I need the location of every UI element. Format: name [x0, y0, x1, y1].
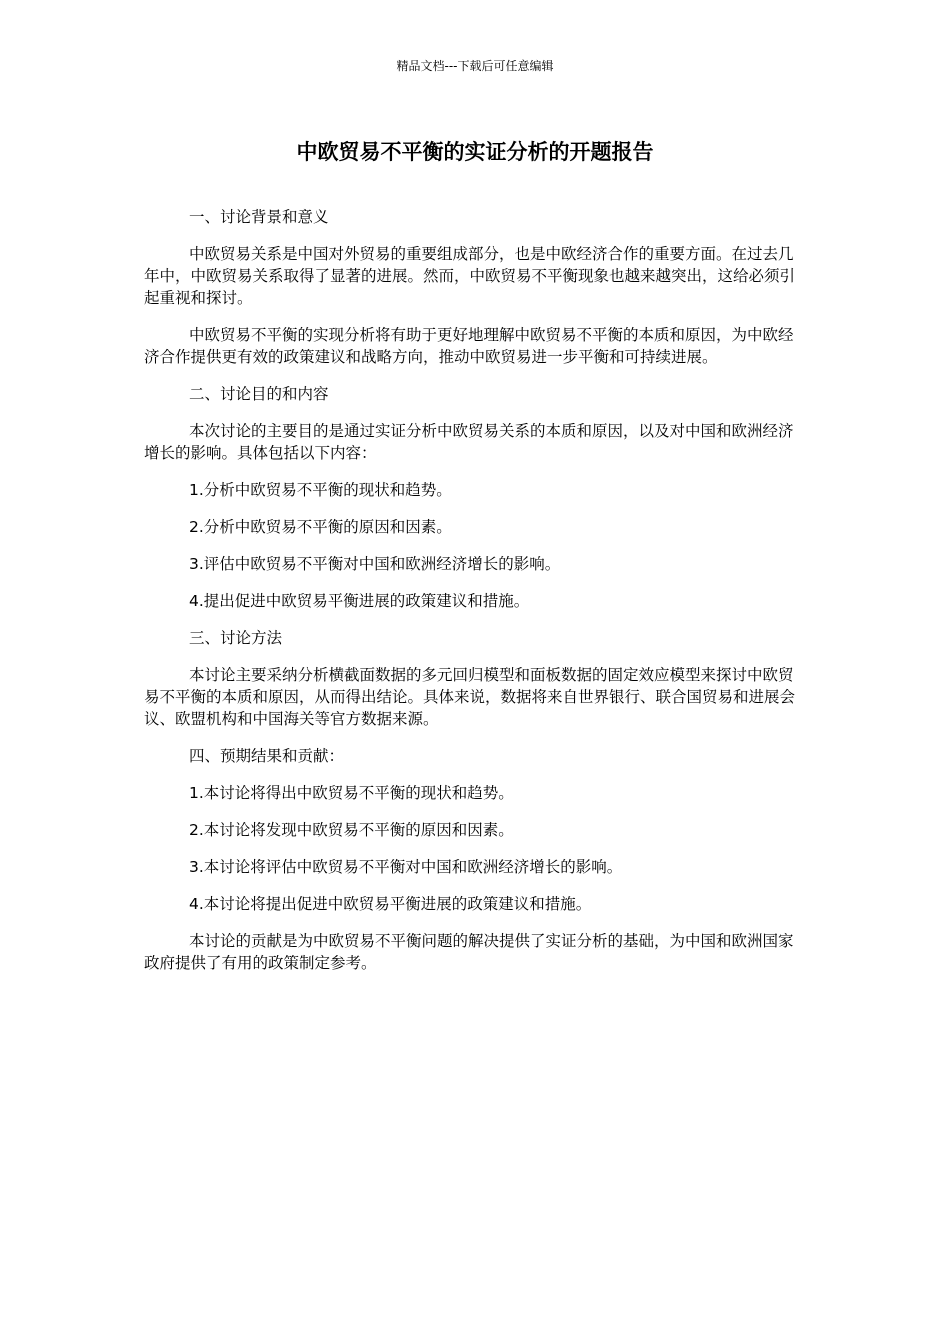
paragraph-contribution: 本讨论的贡献是为中欧贸易不平衡问题的解决提供了实证分析的基础，为中国和欧洲国家政府提供了有用的政策制定参考。 [144, 932, 794, 972]
list-item-result-1: 1.本讨论将得出中欧贸易不平衡的现状和趋势。 [189, 784, 514, 802]
list-item-content-1: 1.分析中欧贸易不平衡的现状和趋势。 [189, 481, 452, 499]
list-item-content-4: 4.提出促进中欧贸易平衡进展的政策建议和措施。 [189, 592, 530, 610]
paragraph-method: 本讨论主要采纳分析横截面数据的多元回归模型和面板数据的固定效应模型来探讨中欧贸易不平衡的本质和原因，从而得出结论。具体来说，数据将来自世界银行、联合国贸易和进展会议、欧盟机构和中国海关等官方数据来源。 [144, 666, 796, 728]
document-body [144, 206, 808, 989]
list-item-result-2: 2.本讨论将发现中欧贸易不平衡的原因和因素。 [189, 821, 514, 839]
list-item-result-4: 4.本讨论将提出促进中欧贸易平衡进展的政策建议和措施。 [189, 895, 592, 913]
document-title: 中欧贸易不平衡的实证分析的开题报告 [296, 140, 654, 164]
paragraph-background-1: 中欧贸易关系是中国对外贸易的重要组成部分，也是中欧经济合作的重要方面。在过去几年中，中欧贸易关系取得了显著的进展。然而，中欧贸易不平衡现象也越来越突出，这给必须引起重视和探讨。 [144, 245, 796, 307]
section-heading-results: 四、预期结果和贡献： [189, 747, 345, 765]
section-heading-purpose: 二、讨论目的和内容 [189, 385, 329, 403]
paragraph-background-2: 中欧贸易不平衡的实现分析将有助于更好地理解中欧贸易不平衡的本质和原因，为中欧经济合作提供更有效的政策建议和战略方向，推动中欧贸易进一步平衡和可持续进展。 [144, 326, 794, 366]
page-header-note: 精品文档---下载后可任意编辑 [396, 59, 554, 73]
paragraph-purpose: 本次讨论的主要目的是通过实证分析中欧贸易关系的本质和原因，以及对中国和欧洲经济增长的影响。具体包括以下内容： [144, 422, 794, 462]
section-heading-method: 三、讨论方法 [189, 629, 283, 647]
list-item-content-2: 2.分析中欧贸易不平衡的原因和因素。 [189, 518, 452, 536]
section-heading-background: 一、讨论背景和意义 [189, 208, 329, 226]
list-item-content-3: 3.评估中欧贸易不平衡对中国和欧洲经济增长的影响。 [189, 555, 561, 573]
list-item-result-3: 3.本讨论将评估中欧贸易不平衡对中国和欧洲经济增长的影响。 [189, 858, 623, 876]
